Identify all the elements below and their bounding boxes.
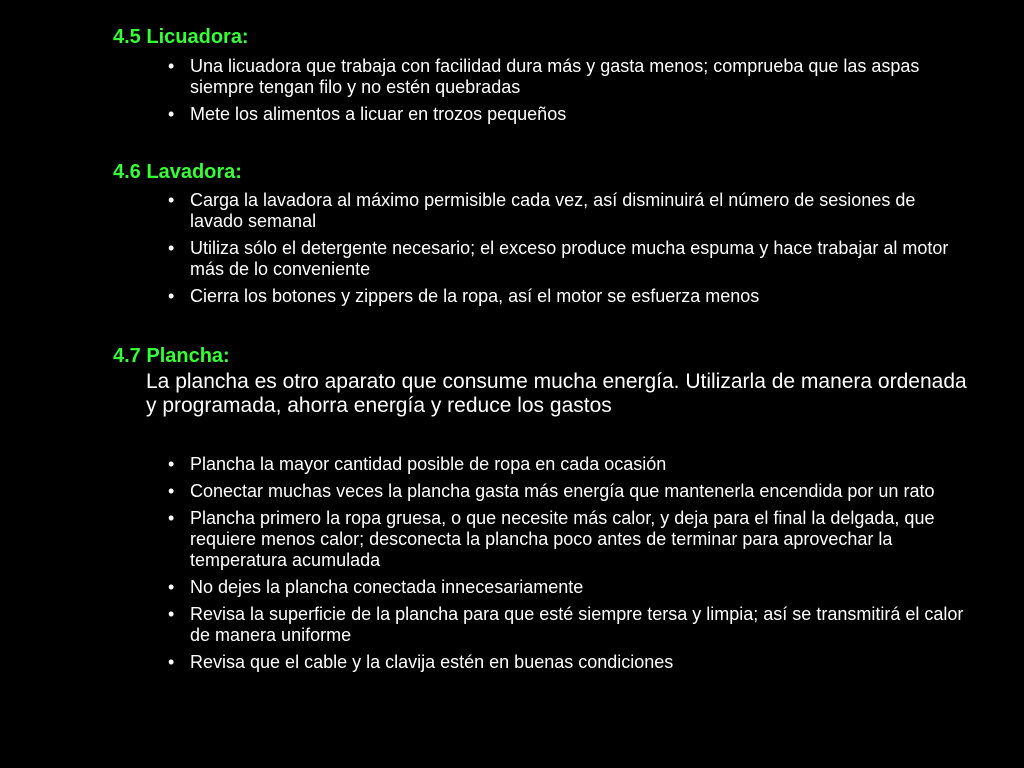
bullet-list-lavadora <box>166 190 966 313</box>
bullet-icon: • <box>168 481 175 501</box>
bullet-icon: • <box>168 508 175 528</box>
bullet-icon: • <box>168 238 175 258</box>
list-item <box>166 190 966 232</box>
list-item <box>166 508 966 571</box>
list-item-text: Plancha la mayor cantidad posible de ropa en cada ocasión <box>190 454 667 474</box>
list-item-text: Mete los alimentos a licuar en trozos pequeños <box>190 104 567 124</box>
list-item-text: Revisa la superficie de la plancha para que esté siempre tersa y limpia; así se transmitirá el calor de manera uniforme <box>190 604 964 645</box>
list-item <box>166 481 966 502</box>
list-item <box>166 577 966 598</box>
list-item <box>166 604 966 646</box>
bullet-icon: • <box>168 190 175 210</box>
bullet-icon: • <box>168 286 175 306</box>
heading-plancha: 4.7 Plancha: <box>113 345 230 367</box>
bullet-icon: • <box>168 604 175 624</box>
list-item-text: Cierra los botones y zippers de la ropa, así el motor se esfuerza menos <box>190 286 760 306</box>
bullet-list-licuadora <box>166 56 966 131</box>
list-item <box>166 104 966 125</box>
bullet-icon: • <box>168 652 175 672</box>
list-item-text: No dejes la plancha conectada innecesariamente <box>190 577 584 597</box>
heading-lavadora: 4.6 Lavadora: <box>113 161 242 183</box>
list-item-text: Una licuadora que trabaja con facilidad dura más y gasta menos; comprueba que las aspas siempre tengan filo y no estén quebradas <box>190 56 920 97</box>
list-item <box>166 454 966 475</box>
bullet-icon: • <box>168 104 175 124</box>
list-item <box>166 286 966 307</box>
list-item <box>166 652 966 673</box>
list-item-text: Revisa que el cable y la clavija estén en buenas condiciones <box>190 652 674 672</box>
bullet-icon: • <box>168 56 175 76</box>
list-item-text: Plancha primero la ropa gruesa, o que necesite más calor, y deja para el final la delgada, que requiere menos calor; desconecta la plancha poco antes de terminar para aprovechar la temperatura acumulada <box>190 508 935 570</box>
list-item <box>166 238 966 280</box>
list-item-text: Carga la lavadora al máximo permisible cada vez, así disminuirá el número de sesiones de lavado semanal <box>190 190 916 231</box>
bullet-list-plancha <box>166 454 966 679</box>
heading-licuadora: 4.5 Licuadora: <box>113 26 249 48</box>
list-item-text: Conectar muchas veces la plancha gasta más energía que mantenerla encendida por un rato <box>190 481 935 501</box>
bullet-icon: • <box>168 454 175 474</box>
intro-paragraph-plancha: La plancha es otro aparato que consume mucha energía. Utilizarla de manera ordenada y programada, ahorra energía y reduce los gastos <box>146 370 967 417</box>
list-item-text: Utiliza sólo el detergente necesario; el exceso produce mucha espuma y hace trabajar al motor más de lo conveniente <box>190 238 949 279</box>
list-item <box>166 56 966 98</box>
bullet-icon: • <box>168 577 175 597</box>
